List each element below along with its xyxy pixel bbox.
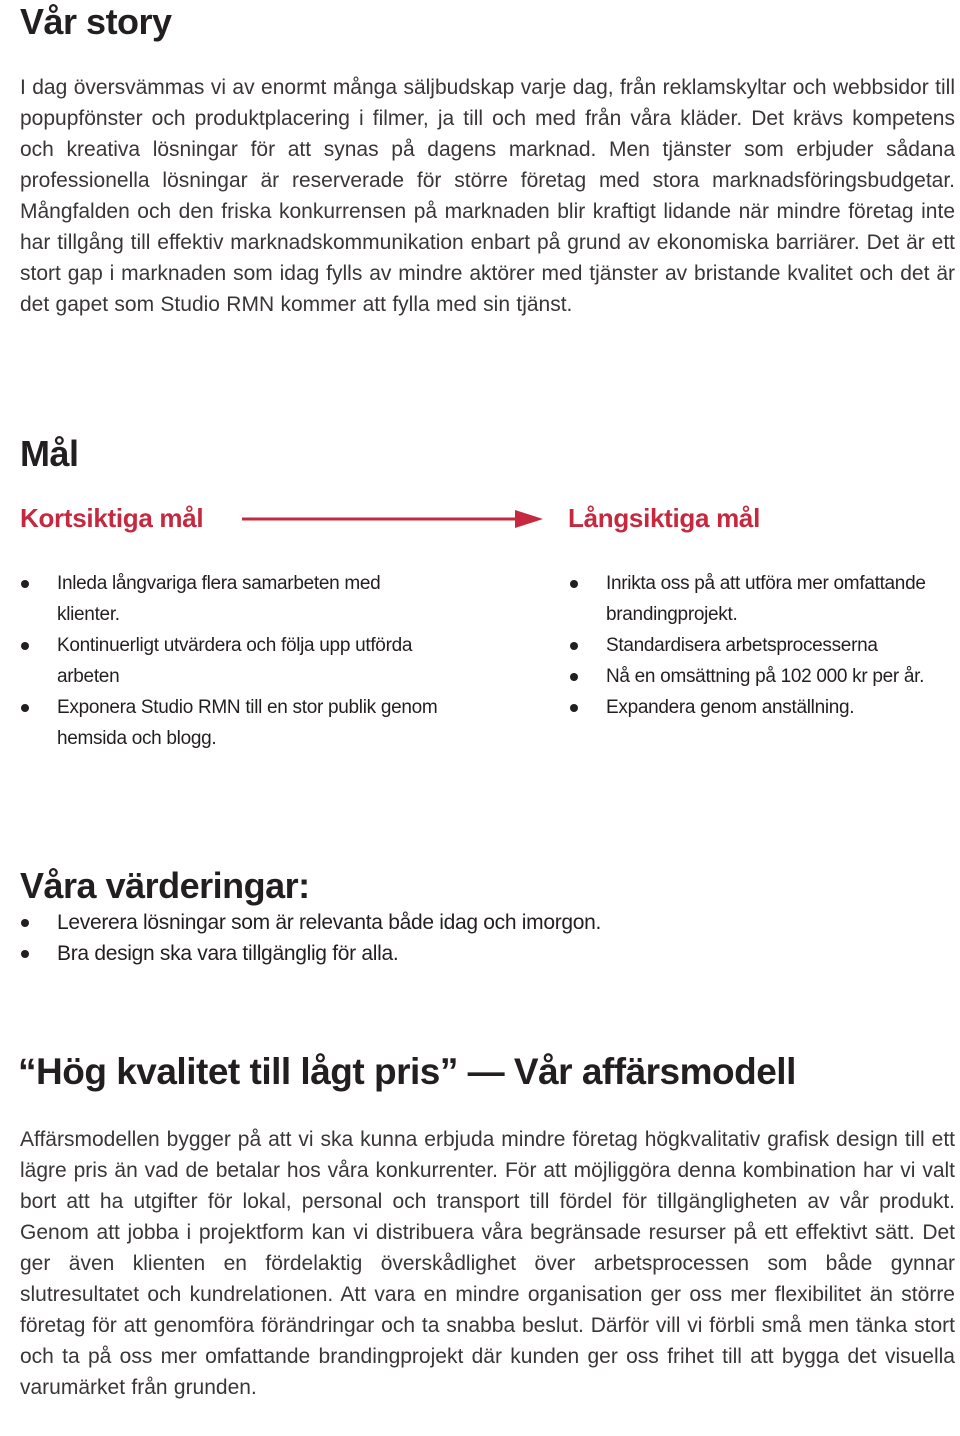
list-item-text: Inleda långvariga flera samarbeten med klienter.: [57, 573, 381, 625]
bullet-icon: [570, 673, 578, 681]
bullet-icon: [21, 704, 29, 712]
bullet-icon: [21, 642, 29, 650]
list-item-text: Expandera genom anställning.: [606, 697, 855, 718]
list-item-text: Standardisera arbetsprocesserna: [606, 635, 878, 656]
bullet-icon: [21, 950, 29, 958]
business-model-heading: “Hög kvalitet till lågt pris” — Vår affärsmodell: [18, 1051, 796, 1092]
business-model-paragraph: Affärsmodellen bygger på att vi ska kunna erbjuda mindre företag högkvalitativ grafisk design till ett lägre pris än vad de betalar hos våra konkurrenter. För att möjliggöra denna kombination har vi valt bort att ha utgifter för lokal, personal och transport till fördel för tillgängligheten av vår produkt. Genom att jobba i projektform kan vi distribuera våra begränsade resurser på ett effektivt sätt. Det ger även klienten en fördelaktig överskådlighet över arbetsprocessen som både gynnar slutresultatet och kundrelationen. Att vara en mindre organisation ger oss mer flexibilitet än större företag för att genomföra förändringar och ta snabba beslut. Därför vill vi förbli små men tänka stort och ta på oss mer omfattande brandingprojekt där kunden ger oss frihet till att bygga det visuella varumärket från grunden.: [20, 1128, 955, 1399]
short-term-goals-list: [21, 568, 441, 754]
bullet-icon: [21, 580, 29, 588]
list-item-text: Kontinuerligt utvärdera och följa upp utförda arbeten: [57, 635, 413, 687]
story-heading: Vår story: [20, 1, 172, 42]
long-term-goals-heading: Långsiktiga mål: [568, 503, 760, 533]
list-item: [570, 692, 960, 723]
short-term-goals-heading: Kortsiktiga mål: [20, 503, 204, 533]
list-item-text: Nå en omsättning på 102 000 kr per år.: [606, 666, 925, 687]
list-item-text: Leverera lösningar som är relevanta både idag och imorgon.: [57, 911, 602, 934]
list-item-text: Exponera Studio RMN till en stor publik genom hemsida och blogg.: [57, 697, 438, 749]
values-heading: Våra värderingar:: [20, 865, 310, 906]
list-item: [570, 568, 960, 630]
list-item-text: Bra design ska vara tillgänglig för alla.: [57, 942, 399, 965]
list-item: [21, 568, 441, 630]
list-item: [570, 630, 960, 661]
list-item-text: Inrikta oss på att utföra mer omfattande brandingprojekt.: [606, 573, 926, 625]
bullet-icon: [21, 919, 29, 927]
bullet-icon: [570, 704, 578, 712]
bullet-icon: [570, 642, 578, 650]
story-paragraph: I dag översvämmas vi av enormt många säljbudskap varje dag, från reklamskyltar och webbsidor till popupfönster och produktplacering i filmer, ja till och med från våra kläder. Det krävs kompetens och kreativa lösningar för att synas på dagens marknad. Men tjänster som erbjuder sådana professionella lösningar är reserverade för större företag med stora marknadsföringsbudgetar. Mångfalden och den friska konkurrensen på marknaden blir kraftigt lidande när mindre företag inte har tillgång till effektiv marknadskommunikation enbart på grund av ekonomiska barriärer. Det är ett stort gap i marknaden som idag fylls av mindre aktörer med tjänster av bristande kvalitet och det är det gapet som Studio RMN kommer att fylla med sin tjänst.: [20, 76, 955, 316]
list-item: [21, 692, 441, 754]
list-item: [21, 907, 921, 938]
long-term-goals-list: [570, 568, 960, 723]
arrow-right-icon: [240, 505, 545, 533]
values-list: [21, 907, 921, 969]
list-item: [21, 938, 921, 969]
list-item: [570, 661, 960, 692]
list-item: [21, 630, 441, 692]
bullet-icon: [570, 580, 578, 588]
goals-heading: Mål: [20, 433, 79, 474]
